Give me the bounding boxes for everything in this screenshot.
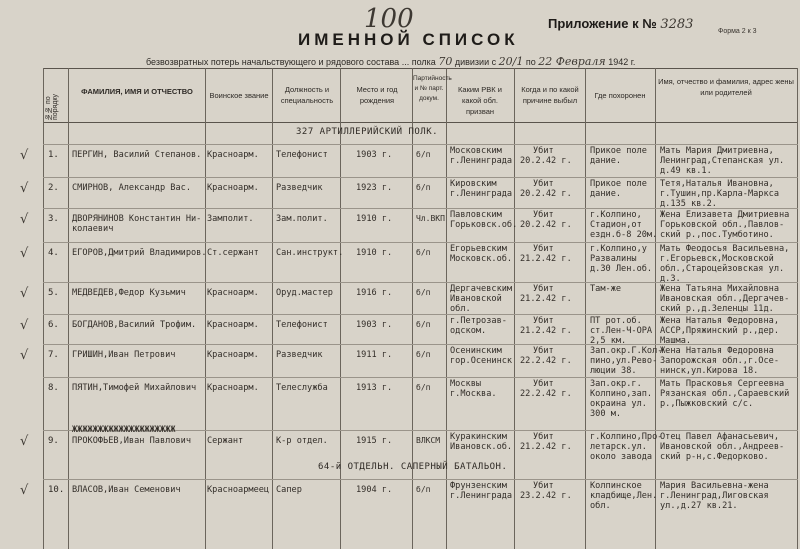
row-rvk: Осенинским <box>450 346 502 356</box>
row-position: Оруд.мастер <box>276 288 333 298</box>
row-relatives: Жена Наталья Федоровна <box>660 346 774 356</box>
row-buried: дание. <box>590 189 622 199</box>
row-relatives: Горьковской обл.,Павлов- <box>660 220 785 230</box>
row-relatives: Ивановская обл.,Дергачев- <box>660 294 790 304</box>
subtitle-to-hw: 22 Февраля <box>538 55 606 68</box>
check-mark: √ <box>20 286 29 301</box>
row-separator <box>43 314 798 315</box>
check-mark: √ <box>20 483 29 498</box>
row-birth: 1904 г. <box>356 485 393 495</box>
row-rvk: Куракинским <box>450 432 507 442</box>
row-when: 20.2.42 г. <box>520 220 572 230</box>
row-name: ПЕРГИН, Василий Степанов. <box>72 150 202 160</box>
row-buried: 2,5 км. <box>590 336 627 346</box>
row-name: СМИРНОВ, Александр Вас. <box>72 183 191 193</box>
col-divider <box>585 68 586 549</box>
row-rvk: г.Москва. <box>450 389 497 399</box>
row-number: 7. <box>48 350 59 360</box>
row-buried: Зап.окр.Г.Кол- <box>590 346 663 356</box>
row-position: Зам.полит. <box>276 214 328 224</box>
row-rvk: г.Ленинграда <box>450 491 513 501</box>
col-divider <box>68 68 69 549</box>
row-buried: ст.Лен-Ч-ОРА <box>590 326 653 336</box>
row-relatives: д.49 кв.1. <box>660 166 712 176</box>
row-number: 5. <box>48 288 59 298</box>
row-buried: окраина ул. <box>590 399 647 409</box>
row-name: ПЯТИН,Тимофей Михайлович <box>72 383 197 393</box>
row-relatives: ский р.,пос.Тумботино. <box>660 230 774 240</box>
row-when: Убит <box>533 146 554 156</box>
row-when: 22.2.42 г. <box>520 389 572 399</box>
row-buried: Развалины <box>590 254 637 264</box>
row-number: 10. <box>48 485 65 495</box>
row-separator <box>43 282 798 283</box>
row-when: 22.2.42 г. <box>520 356 572 366</box>
row-name: ЕГОРОВ,Дмитрий Владимиров. <box>72 248 207 258</box>
row-party: Чл.ВКП <box>416 214 445 223</box>
row-buried: летарск.ул. <box>590 442 647 452</box>
row-party: ВЛКСМ <box>416 436 441 445</box>
row-rvk: Ивановск.об. <box>450 442 513 452</box>
row-relatives: Мать Прасковья Сергеевна <box>660 379 785 389</box>
row-rvk: Егорьевским <box>450 244 507 254</box>
row-relatives: г.Тушин,пр.Карла-Маркса <box>660 189 779 199</box>
row-birth: 1903 г. <box>356 150 393 160</box>
row-relatives: Ленинград,Степанская ул. <box>660 156 785 166</box>
row-name: ПРОКОФЬЕВ,Иван Павлович <box>72 436 191 446</box>
row-birth: 1913 г. <box>356 383 393 393</box>
col-divider <box>43 68 44 549</box>
row-party: б/п <box>416 383 431 392</box>
row-name: БОГДАНОВ,Василий Трофим. <box>72 320 197 330</box>
row-relatives: ский р-н,с.Федорково. <box>660 452 769 462</box>
check-mark: √ <box>20 181 29 196</box>
row-birth: 1923 г. <box>356 183 393 193</box>
check-mark: √ <box>20 246 29 261</box>
row-rank: Красноарм. <box>207 383 259 393</box>
row-relatives: обл.,Староцейзовская ул. <box>660 264 785 274</box>
row-buried: г.Колпино,у <box>590 244 647 254</box>
row-relatives: АССР,Пряжинский р.,дер. <box>660 326 779 336</box>
col-header-birth: Место и год рождения <box>356 85 398 105</box>
row-rvk: обл. <box>450 304 471 314</box>
row-when: 21.2.42 г. <box>520 294 572 304</box>
row-buried: Прикое поле <box>590 146 647 156</box>
row-number: 6. <box>48 320 59 330</box>
page-title: ИМЕННОЙ СПИСОК <box>298 30 519 49</box>
col-header-position: Должность и специальность <box>280 85 334 105</box>
col-divider <box>446 68 447 549</box>
form-label: Форма 2 к 3 <box>718 28 757 35</box>
col-header-party: Партийность и № парт. докум. <box>413 75 452 102</box>
row-name: ГРИШИН,Иван Петрович <box>72 350 176 360</box>
row-birth: 1903 г. <box>356 320 393 330</box>
row-buried: Колпинское <box>590 481 642 491</box>
row-separator <box>43 344 798 345</box>
col-header-rvk: Каким РВК и какой обл. призван <box>458 85 502 116</box>
row-number: 1. <box>48 150 59 160</box>
row-rvk: гор.Осенинск <box>450 356 513 366</box>
row-party: б/п <box>416 320 431 329</box>
row-name: МЕДВЕДЕВ,Федор Кузьмич <box>72 288 186 298</box>
row-name: ДВОРЯНИНОВ Константин Ни- <box>72 214 202 224</box>
row-relatives: Мария Васильевна-жена <box>660 481 769 491</box>
row-number: 2. <box>48 183 59 193</box>
row-buried: г.Колпино, <box>590 210 642 220</box>
row-buried: д.30 Лен.об. <box>590 264 653 274</box>
col-divider <box>412 68 413 549</box>
row-relatives: нинск,ул.Кирова 18. <box>660 366 759 376</box>
check-mark: √ <box>20 318 29 333</box>
row-birth: 1910 г. <box>356 248 393 258</box>
appendix-label <box>548 16 693 32</box>
row-when: Убит <box>533 316 554 326</box>
row-party: б/п <box>416 248 431 257</box>
col-divider <box>514 68 515 549</box>
check-mark: √ <box>20 348 29 363</box>
row-rank: Красноарм. <box>207 183 259 193</box>
row-rvk: Кировским <box>450 179 497 189</box>
row-buried: дание. <box>590 156 622 166</box>
check-mark: √ <box>20 148 29 163</box>
subtitle-start: безвозвратных потерь начальствующего и рядового состава <box>146 57 400 67</box>
col-divider <box>205 68 206 549</box>
col-divider <box>797 68 798 549</box>
row-birth: 1915 г. <box>356 436 393 446</box>
row-when: Убит <box>533 481 554 491</box>
row-relatives: Ивановской обл.,Андреев- <box>660 442 785 452</box>
row-rvk: Фрунзенским <box>450 481 507 491</box>
row-party: б/п <box>416 350 431 359</box>
row-birth: 1916 г. <box>356 288 393 298</box>
row-buried: Зап.окр.г. <box>590 379 642 389</box>
col-header-num: №№ по порядку <box>45 93 59 120</box>
row-relatives: Тетя,Наталья Ивановна, <box>660 179 774 189</box>
row-separator <box>43 242 798 243</box>
col-header-when: Когда и по какой причине выбыл <box>521 85 579 105</box>
subtitle-division-hw: 70 <box>438 55 453 68</box>
sheet-number-handwritten: 100 <box>364 4 414 34</box>
row-rank: Красноармеец <box>207 485 270 495</box>
row-number: 8. <box>48 383 59 393</box>
row-buried: Стадион,от <box>590 220 642 230</box>
row-relatives: Рязанская обл.,Сараевский <box>660 389 790 399</box>
row-name: ВЛАСОВ,Иван Семенович <box>72 485 181 495</box>
row-buried: г.Колпино,Про- <box>590 432 663 442</box>
table-header-bottom <box>43 122 798 123</box>
row-relatives: р.,Пыжковский с/с. <box>660 399 754 409</box>
row-position: Сан.инструкт. <box>276 248 344 258</box>
subtitle-polk: полка <box>411 57 436 67</box>
subtitle-from-hw: 20/1 <box>498 55 524 68</box>
row-position: Телеслужба <box>276 383 328 393</box>
row-when: 20.2.42 г. <box>520 189 572 199</box>
row-relatives: д.135 кв.2. <box>660 199 717 209</box>
row-birth: 1910 г. <box>356 214 393 224</box>
row-party: б/п <box>416 485 431 494</box>
row-number: 9. <box>48 436 59 446</box>
row-when: 20.2.42 г. <box>520 156 572 166</box>
row-party: б/п <box>416 288 431 297</box>
row-relatives: Мать Феодосья Васильевна, <box>660 244 790 254</box>
row-rank: Красноарм. <box>207 150 259 160</box>
subtitle-division: дивизии с <box>454 57 497 67</box>
row-buried: ПТ рот.об. <box>590 316 642 326</box>
row-rvk: г.Ленинграда <box>450 156 513 166</box>
col-header-buried: Где похоронен <box>594 91 646 100</box>
row-separator <box>43 177 798 178</box>
row-relatives: Жена Татьяна Михайловна <box>660 284 779 294</box>
row-rank: Красноарм. <box>207 350 259 360</box>
row-when: Убит <box>533 244 554 254</box>
row-relatives: г.Ленинград,Лиговская <box>660 491 769 501</box>
row-separator <box>43 208 798 209</box>
row-relatives: г.Егорьевск,Московской <box>660 254 774 264</box>
row-rvk: Москвы <box>450 379 482 389</box>
col-header-rank: Воинское звание <box>209 91 269 100</box>
row-position: Сапер <box>276 485 302 495</box>
row-position: Телефонист <box>276 150 328 160</box>
row-when: 21.2.42 г. <box>520 442 572 452</box>
row-rvk: Московск.об. <box>450 254 513 264</box>
check-mark: √ <box>20 212 29 227</box>
row-rank: Замполит. <box>207 214 254 224</box>
row-rvk: Горьковск.об. <box>450 220 518 230</box>
row-rvk: г.Ленинграда <box>450 189 513 199</box>
row-separator <box>43 377 798 378</box>
col-divider <box>655 68 656 549</box>
row-relatives: Жена Наталья Федоровна, <box>660 316 779 326</box>
row-position: К-р отдел. <box>276 436 328 446</box>
row-when: Убит <box>533 432 554 442</box>
row-buried: 300 м. <box>590 409 622 419</box>
row-buried: пино,ул.Рево- <box>590 356 658 366</box>
row-separator <box>43 144 798 145</box>
row-rvk: Московским <box>450 146 502 156</box>
row-when: Убит <box>533 346 554 356</box>
row-rvk: Ивановской <box>450 294 502 304</box>
table-top-border <box>43 68 798 69</box>
row-number: 4. <box>48 248 59 258</box>
row-separator <box>43 479 798 480</box>
row-buried: обл. <box>590 501 611 511</box>
row-buried: около завода <box>590 452 653 462</box>
row-rank: Ст.сержант <box>207 248 259 258</box>
subtitle-to: по <box>525 57 536 67</box>
row-rvk: одском. <box>450 326 487 336</box>
row-relatives: д.3. <box>660 274 681 284</box>
row-buried: Прикое поле <box>590 179 647 189</box>
row-rvk: г.Петрозав- <box>450 316 507 326</box>
col-divider <box>340 68 341 549</box>
section-header: 327 АРТИЛЛЕРИЙСКИЙ ПОЛК. <box>296 127 439 137</box>
row-name: колаевич <box>72 224 114 234</box>
check-mark: √ <box>20 434 29 449</box>
row-number: 3. <box>48 214 59 224</box>
subtitle-year: 1942 г. <box>608 57 636 67</box>
row-party: б/п <box>416 150 431 159</box>
struck-out-text: ЖЖЖЖЖЖЖЖЖЖЖЖЖЖЖЖЖЖЖЖ <box>72 425 176 435</box>
row-rank: Красноарм. <box>207 288 259 298</box>
row-when: 23.2.42 г. <box>520 491 572 501</box>
row-when: Убит <box>533 284 554 294</box>
row-relatives: Жена Елизавета Дмитриевна <box>660 210 790 220</box>
col-header-relatives: Имя, отчество и фамилия, адрес жены или родителей <box>658 77 794 97</box>
col-header-name: ФАМИЛИЯ, ИМЯ И ОТЧЕСТВО <box>81 87 193 96</box>
page-subtitle: безвозвратных потерь начальствующего и рядового состава ... полка 70 дивизии с 20/1 по 22 Февраля 1942 г. <box>146 55 636 68</box>
appendix-label-text: Приложение к № <box>548 16 657 31</box>
row-rank: Красноарм. <box>207 320 259 330</box>
row-relatives: Запорожская обл.,г.Осе- <box>660 356 779 366</box>
row-when: 21.2.42 г. <box>520 326 572 336</box>
row-when: Убит <box>533 210 554 220</box>
appendix-number: 3283 <box>660 17 694 32</box>
row-buried: Колпино,зап. <box>590 389 653 399</box>
row-party: б/п <box>416 183 431 192</box>
row-buried: ездн.б-8 20м. <box>590 230 658 240</box>
row-relatives: Мать Мария Дмитриевна, <box>660 146 774 156</box>
row-relatives: ул.,д.27 кв.21. <box>660 501 738 511</box>
row-birth: 1911 г. <box>356 350 393 360</box>
row-buried: люции 38. <box>590 366 637 376</box>
row-buried: Там-же <box>590 284 622 294</box>
row-rvk: Дергачевским <box>450 284 513 294</box>
section-header: 64-й ОТДЕЛЬН. САПЕРНЫЙ БАТАЛЬОН. <box>318 462 508 472</box>
row-relatives: ский р.,д.Зеленцы 11д. <box>660 304 774 314</box>
row-relatives: Отец Павел Афанасьевич, <box>660 432 779 442</box>
row-when: Убит <box>533 379 554 389</box>
row-relatives: Машма. <box>660 336 692 346</box>
row-rvk: Павловским <box>450 210 502 220</box>
row-when: 21.2.42 г. <box>520 254 572 264</box>
col-divider <box>272 68 273 549</box>
row-position: Разведчик <box>276 183 323 193</box>
row-buried: кладбище,Лен. <box>590 491 658 501</box>
row-rank: Сержант <box>207 436 244 446</box>
row-position: Телефонист <box>276 320 328 330</box>
row-position: Разведчик <box>276 350 323 360</box>
row-when: Убит <box>533 179 554 189</box>
